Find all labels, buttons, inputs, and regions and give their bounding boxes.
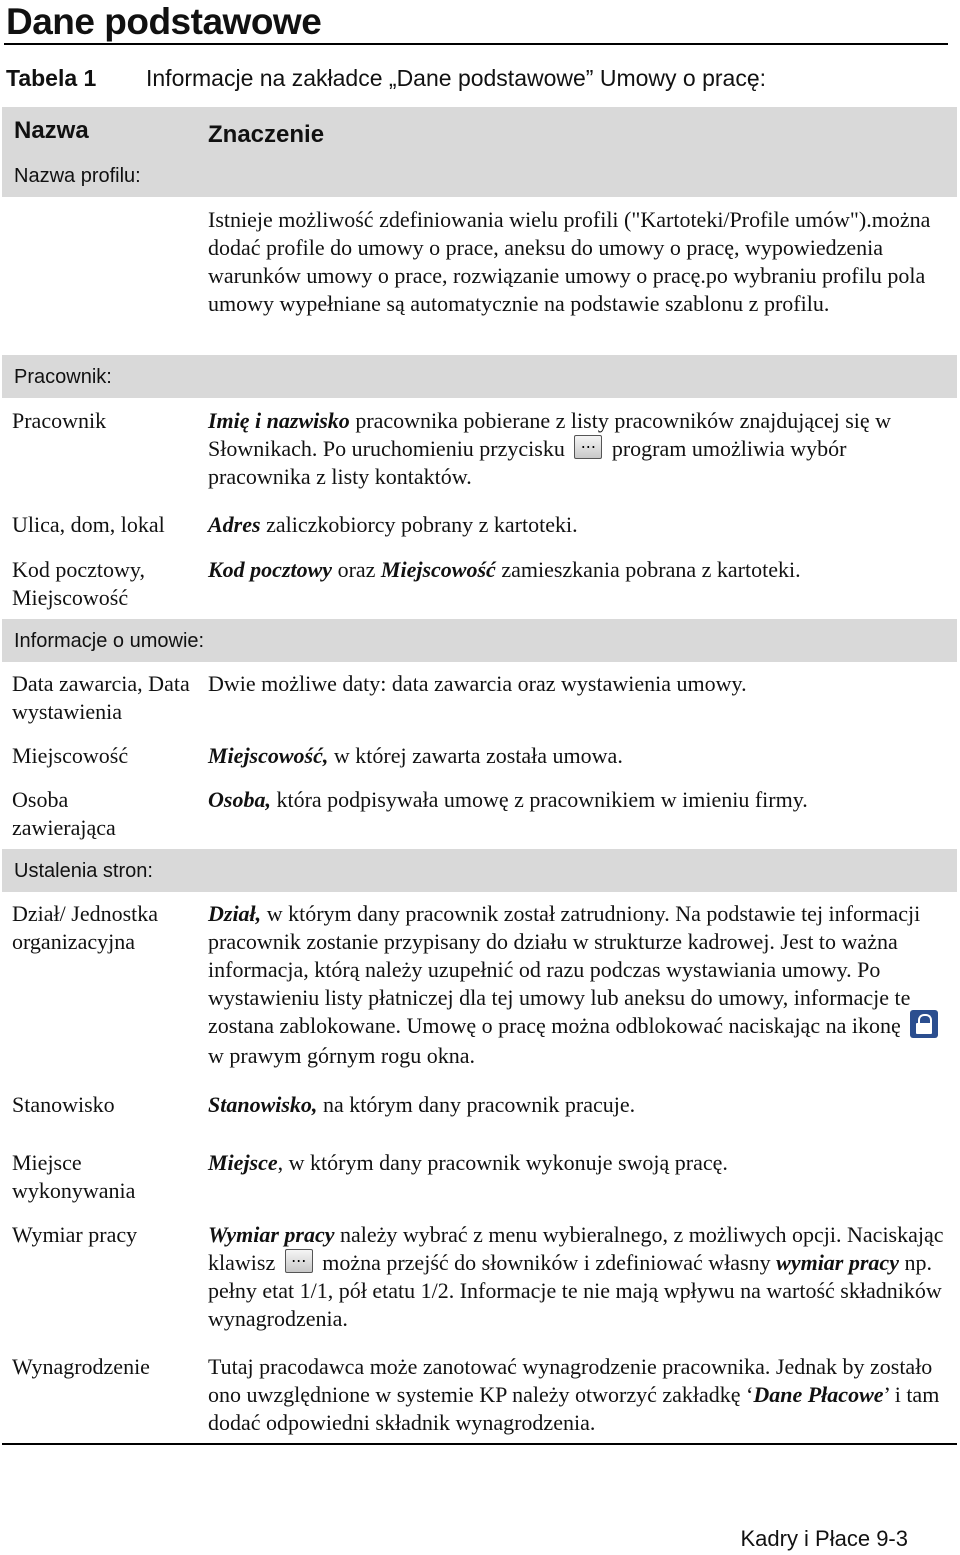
row-label-person: Osoba zawierająca bbox=[12, 787, 116, 840]
section-contract: Informacje o umowie: bbox=[14, 630, 205, 652]
title-divider bbox=[4, 43, 948, 45]
section-band bbox=[2, 355, 957, 398]
desc-text: która podpisywała umowę z pracownikiem w imieniu firmy. bbox=[270, 787, 808, 812]
ellipsis-button-icon[interactable]: ... bbox=[574, 435, 602, 459]
desc-text: oraz bbox=[332, 557, 381, 582]
em-text: Dane Płacowe bbox=[753, 1382, 884, 1407]
row-desc-position bbox=[208, 1091, 953, 1119]
em-text: Miejscowość, bbox=[208, 743, 329, 768]
row-label-salary: Wynagrodzenie bbox=[12, 1354, 150, 1379]
row-label-department: Dział/ Jednostka organizacyjna bbox=[12, 901, 159, 954]
em-text: Stanowisko, bbox=[208, 1092, 318, 1117]
em-text: Adres bbox=[208, 512, 261, 537]
section-band bbox=[2, 619, 957, 662]
row-desc-postal bbox=[208, 556, 953, 584]
section-profile: Nazwa profilu: bbox=[14, 165, 141, 187]
desc-text: pracownika pobierane z listy pracowników znajdującej się w Słownikach. Po uruchomieniu przycisku bbox=[208, 408, 892, 461]
section-band bbox=[2, 849, 957, 892]
em-text: Kod pocztowy bbox=[208, 557, 333, 582]
desc-text: zaliczkobiorcy pobrany z kartoteki. bbox=[260, 512, 578, 537]
row-desc-worktime bbox=[208, 1221, 953, 1333]
row-label-workplace: Miejsce wykonywania bbox=[12, 1150, 136, 1203]
desc-text: w którym dany pracownik został zatrudniony. Na podstawie tej informacji pracownik zostanie przypisany do działu w strukturze kadrowej. Jest to ważna informacja, którą należy uzupełnić od razu podczas wystawiania umowy. Po wystawieniu listy płatniczej dla tej umowy lub aneksu do umowy, informacje te zostana zablokowane. Umowę o pracę można odblokować naciskając na ikonę bbox=[208, 901, 921, 1038]
table-header bbox=[2, 107, 957, 197]
row-desc-person bbox=[208, 786, 953, 814]
section-employee: Pracownik: bbox=[14, 366, 112, 388]
column-header-name: Nazwa bbox=[14, 117, 89, 144]
desc-text: Tutaj pracodawca może zanotować wynagrodzenie pracownika. Jednak by zostało ono uwzględnione w systemie KP należy otworzyć zakładkę ‘ bbox=[208, 1354, 933, 1407]
row-desc-street bbox=[208, 511, 953, 539]
desc-text: można przejść do słowników i zdefiniować własny bbox=[316, 1250, 777, 1275]
row-label-position: Stanowisko bbox=[12, 1092, 115, 1117]
section-parties: Ustalenia stron: bbox=[14, 860, 153, 882]
row-label-postal: Kod pocztowy, Miejscowość bbox=[12, 557, 145, 610]
column-header-meaning: Znaczenie bbox=[208, 121, 325, 148]
row-desc-workplace bbox=[208, 1149, 953, 1177]
row-label-street: Ulica, dom, lokal bbox=[12, 512, 165, 537]
desc-text: program umożliwia wybór pracownika z listy kontaktów. bbox=[208, 436, 847, 489]
row-desc-employee bbox=[208, 407, 953, 491]
row-desc-place bbox=[208, 742, 953, 770]
em-text: Wymiar pracy bbox=[208, 1222, 335, 1247]
desc-text: w prawym górnym rogu okna. bbox=[208, 1042, 476, 1068]
page-title: Dane podstawowe bbox=[6, 1, 322, 42]
desc-text: np. pełny etat 1/1, pół etatu 1/2. Informacje te nie mają wpływu na wartość składników wynagrodzenia. bbox=[208, 1250, 942, 1331]
row-desc-dates: Dwie możliwe daty: data zawarcia oraz wystawienia umowy. bbox=[208, 671, 747, 696]
desc-text: zamieszkania pobrana z kartoteki. bbox=[495, 557, 801, 582]
page-footer: Kadry i Płace 9-3 bbox=[740, 1526, 908, 1551]
row-label-employee: Pracownik bbox=[12, 408, 107, 433]
desc-text: należy wybrać z menu wybieralnego, z możliwych opcji. Naciskając klawisz bbox=[208, 1222, 944, 1275]
desc-text: w której zawarta została umowa. bbox=[328, 743, 623, 768]
em-text: Osoba, bbox=[208, 787, 271, 812]
table-caption: Informacje na zakładce „Dane podstawowe” Umowy o pracę: bbox=[146, 65, 767, 91]
em-text: wymiar pracy bbox=[776, 1250, 899, 1275]
row-label-dates: Data zawarcia, Data wystawienia bbox=[12, 671, 190, 724]
row-label-place: Miejscowość bbox=[12, 743, 129, 768]
desc-text: ’ i tam dodać odpowiedni składnik wynagrodzenia. bbox=[208, 1382, 940, 1435]
em-text: Miejsce bbox=[208, 1150, 278, 1175]
table-label: Tabela 1 bbox=[6, 65, 97, 91]
em-text: Dział, bbox=[208, 901, 262, 926]
desc-text: na którym dany pracownik pracuje. bbox=[317, 1092, 636, 1117]
profile-description: Istnieje możliwość zdefiniowania wielu profili ("Kartoteki/Profile umów").można dodać profile do umowy o prace, aneksu do umowy o pracę, wypowiedzenia warunków umowy o prace, rozwiązanie umowy o pracę.po wybraniu profilu pola umowy wypełniane są automatycznie na podstawie szablonu z profilu. bbox=[208, 207, 931, 316]
desc-text: , w którym dany pracownik wykonuje swoją pracę. bbox=[277, 1150, 728, 1175]
table-bottom-rule bbox=[2, 1443, 957, 1445]
row-desc-department bbox=[208, 900, 953, 1070]
em-text: Imię i nazwisko bbox=[208, 408, 350, 433]
ellipsis-button-icon[interactable]: ... bbox=[285, 1249, 313, 1273]
lock-icon[interactable] bbox=[910, 1010, 938, 1038]
row-label-worktime: Wymiar pracy bbox=[12, 1222, 138, 1247]
em-text: Miejscowość bbox=[380, 557, 496, 582]
row-desc-salary bbox=[208, 1353, 953, 1437]
